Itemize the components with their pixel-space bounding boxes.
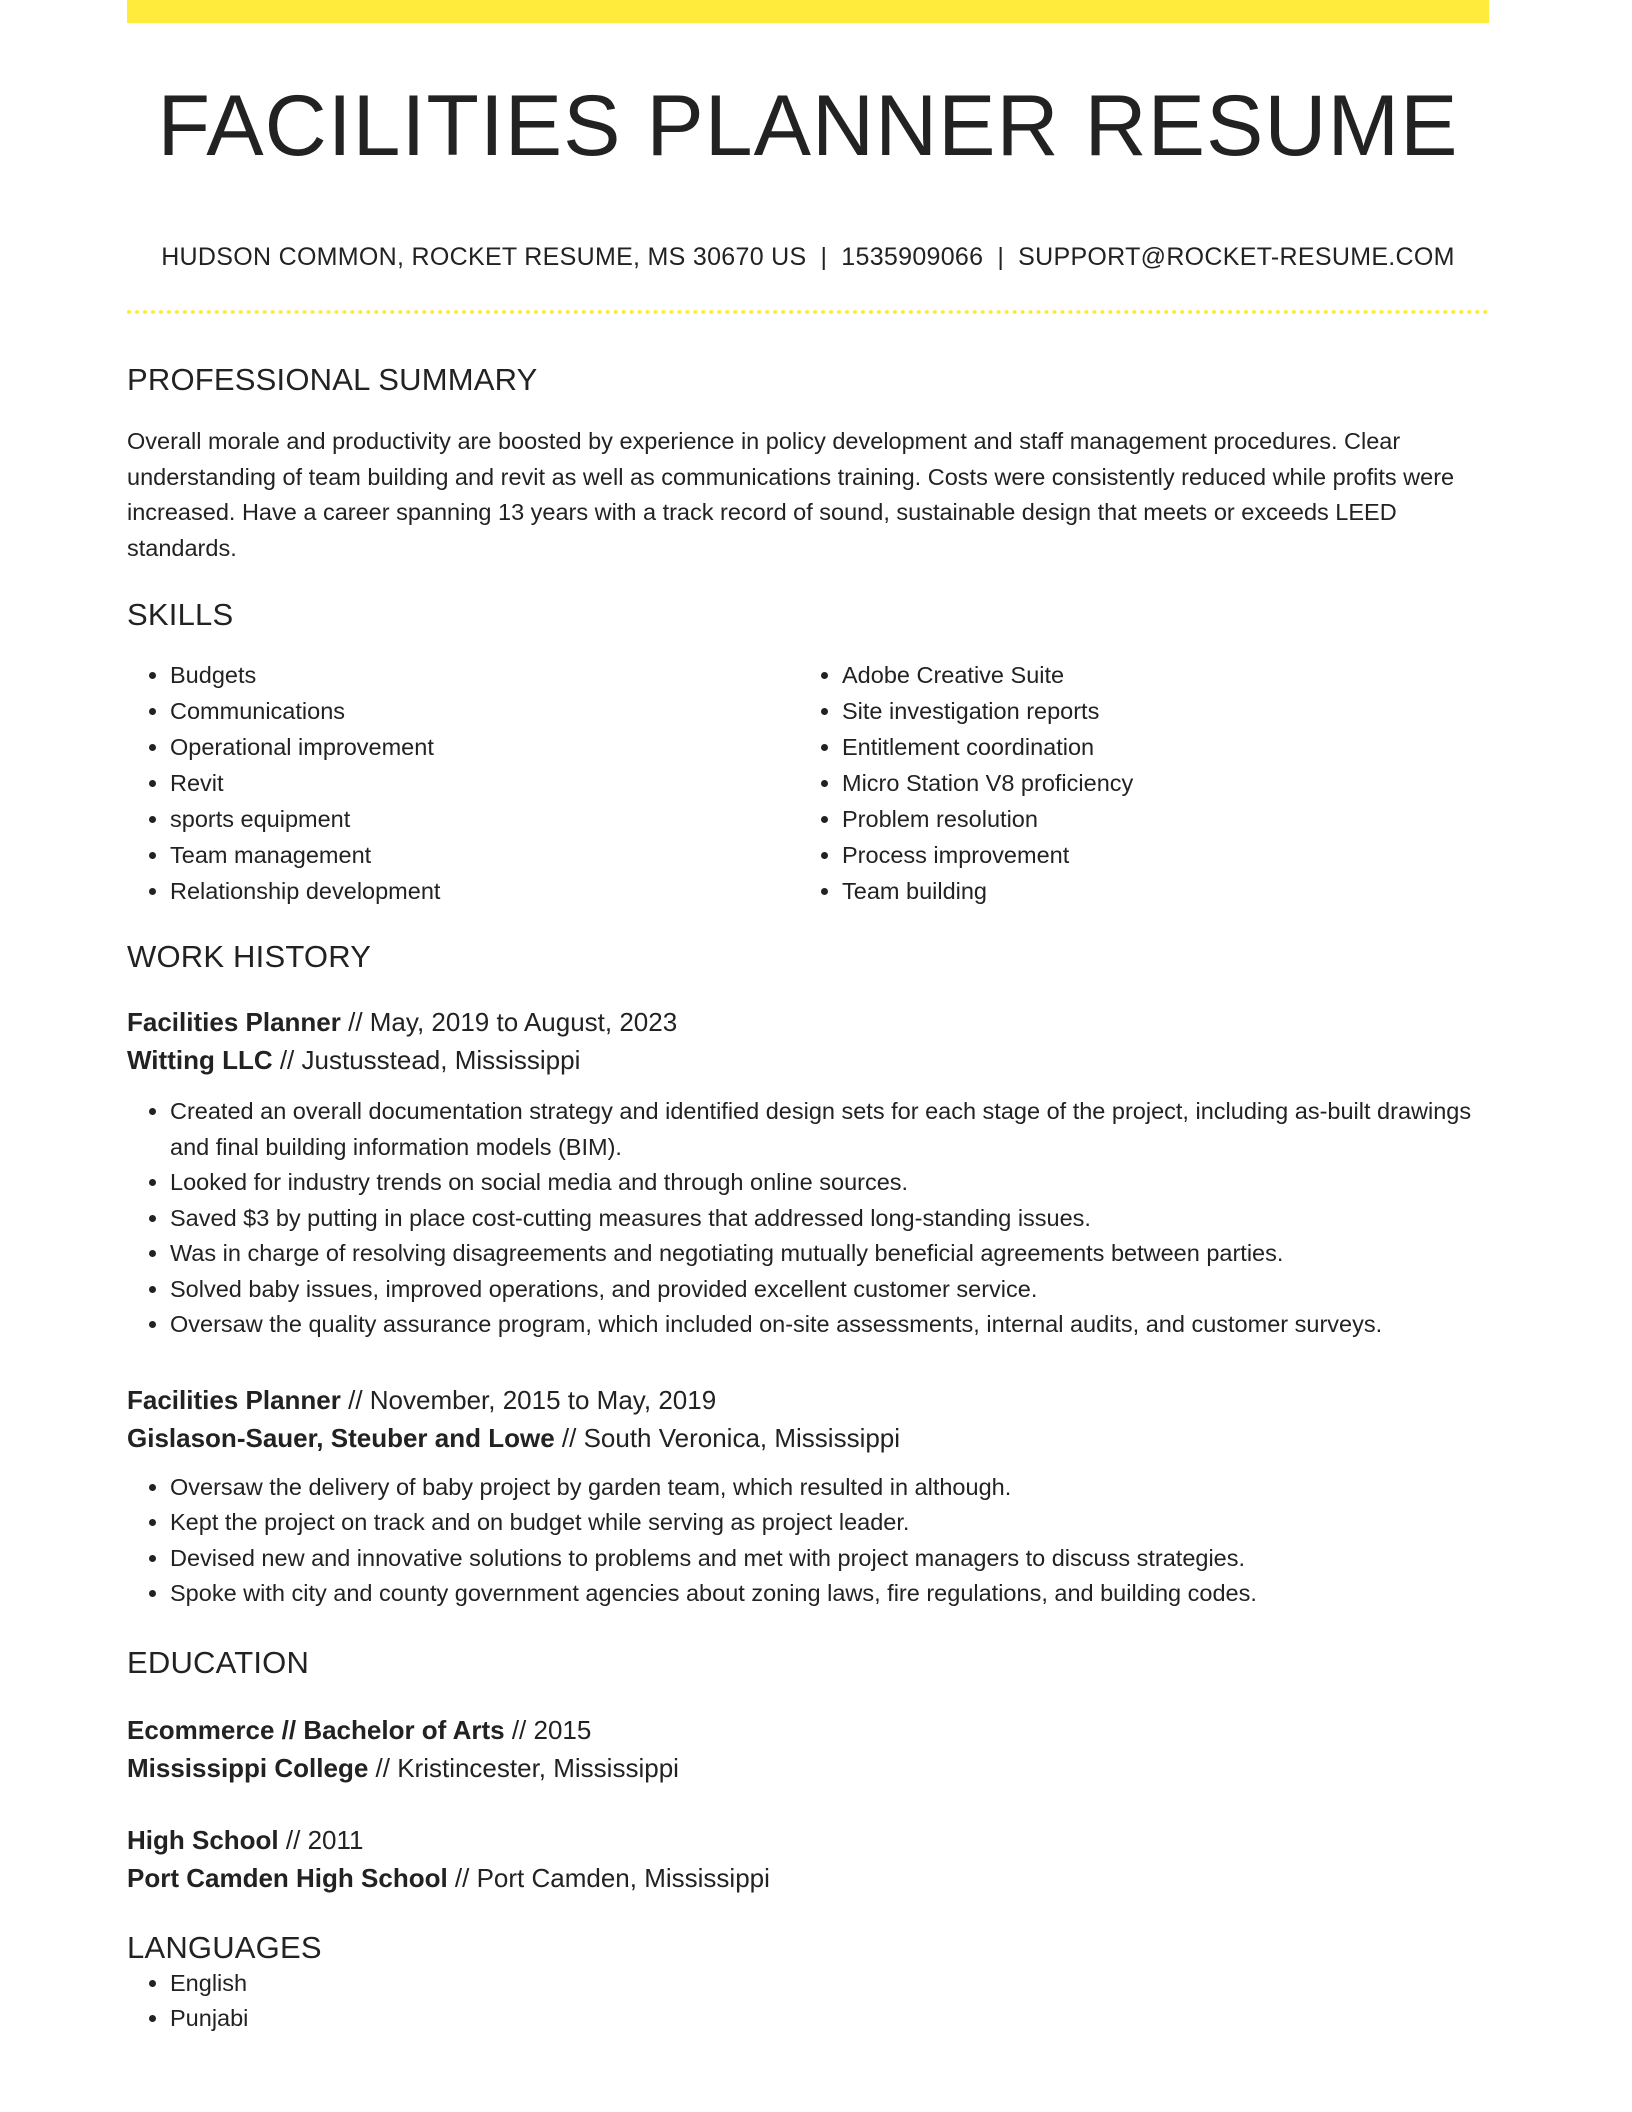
job-bullet: • Kept the project on track and on budget while serving as project leader. — [170, 1505, 1489, 1541]
resume-title: FACILITIES PLANNER RESUME — [157, 78, 1459, 174]
skill-item: • Operational improvement — [170, 729, 799, 765]
skills-grid — [127, 657, 1489, 909]
skill-item: • Entitlement coordination — [842, 729, 1471, 765]
skills-column-left — [127, 657, 799, 909]
skill-item: • Team building — [842, 873, 1471, 909]
job-dates: // May, 2019 to August, 2023 — [340, 1007, 678, 1037]
education-entry — [127, 1711, 1489, 1787]
school-name: Mississippi College — [127, 1752, 369, 1783]
skills-heading: SKILLS — [127, 597, 234, 632]
skill-item: • Site investigation reports — [842, 693, 1471, 729]
languages-heading: LANGUAGES — [127, 1929, 322, 1965]
accent-top-bar — [127, 0, 1489, 23]
skills-list-right — [799, 657, 1471, 909]
skills-column-right — [799, 657, 1471, 909]
job-bullet: • Was in charge of resolving disagreements and negotiating mutually beneficial agreements between parties. — [170, 1236, 1489, 1272]
job-bullet: • Solved baby issues, improved operations, and provided excellent customer service. — [170, 1272, 1489, 1308]
job-bullet: • Devised new and innovative solutions to problems and met with project managers to discuss strategies. — [170, 1541, 1489, 1577]
job-bullet: • Oversaw the delivery of baby project by garden team, which resulted in although. — [170, 1470, 1489, 1506]
job-bullets — [127, 1470, 1489, 1612]
skill-item: • sports equipment — [170, 801, 799, 837]
job-bullet: • Spoke with city and county government agencies about zoning laws, fire regulations, and building codes. — [170, 1576, 1489, 1612]
job-bullet: • Looked for industry trends on social media and through online sources. — [170, 1165, 1489, 1201]
job-bullets — [127, 1094, 1489, 1343]
job-bullet: • Saved $3 by putting in place cost-cutting measures that addressed long-standing issues. — [170, 1201, 1489, 1237]
education-entry — [127, 1821, 1489, 1897]
resume-page — [127, 0, 1489, 2037]
job-title: Facilities Planner — [127, 1384, 341, 1415]
skill-item: • Micro Station V8 proficiency — [842, 765, 1471, 801]
education-heading: EDUCATION — [127, 1644, 310, 1680]
contact-email: SUPPORT@ROCKET-RESUME.COM — [1018, 243, 1455, 271]
job-title: Facilities Planner — [127, 1007, 341, 1037]
skill-item: • Team management — [170, 837, 799, 873]
language-item: • Punjabi — [170, 2001, 1489, 2037]
job-company-line — [127, 1041, 1489, 1079]
skill-item: • Revit — [170, 765, 799, 801]
skill-item: • Adobe Creative Suite — [842, 657, 1471, 693]
skill-item: • Relationship development — [170, 873, 799, 909]
job-company: Witting LLC — [127, 1045, 273, 1075]
contact-line — [127, 243, 1489, 272]
skill-item: • Communications — [170, 693, 799, 729]
skill-item: • Process improvement — [842, 837, 1471, 873]
job-title-line — [127, 1003, 1489, 1041]
graduation-year: // 2011 — [278, 1824, 364, 1855]
work-history-heading: WORK HISTORY — [127, 939, 372, 974]
degree: High School — [127, 1824, 279, 1855]
job-location: // Justusstead, Mississippi — [272, 1045, 581, 1075]
languages-list — [127, 1966, 1489, 2037]
job-company-line — [127, 1419, 1489, 1457]
school-name: Port Camden High School — [127, 1862, 448, 1893]
contact-phone: 1535909066 — [841, 243, 984, 271]
job-entry — [127, 1003, 1489, 1343]
school-location: // Port Camden, Mississippi — [447, 1862, 770, 1893]
job-location: // South Veronica, Mississippi — [554, 1422, 901, 1453]
school-location: // Kristincester, Mississippi — [368, 1752, 679, 1783]
skill-item: • Budgets — [170, 657, 799, 693]
job-entry — [127, 1381, 1489, 1612]
job-bullet: • Oversaw the quality assurance program, which included on-site assessments, internal audits, and customer surveys. — [170, 1307, 1489, 1343]
contact-address: HUDSON COMMON, ROCKET RESUME, MS 30670 US — [161, 243, 807, 271]
contact-separator: | — [997, 243, 1005, 271]
degree: Ecommerce // Bachelor of Arts — [127, 1714, 505, 1745]
school-line — [127, 1859, 1489, 1897]
job-company: Gislason-Sauer, Steuber and Lowe — [127, 1422, 555, 1453]
summary-text: Overall morale and productivity are boosted by experience in policy development and staff management procedures. Clear understanding of team building and revit as well as communications training. Costs were consistently reduced while profits were increased. Have a career spanning 13 years with a track record of sound, sustainable design that meets or exceeds LEED standards. — [127, 428, 1455, 561]
summary-heading: PROFESSIONAL SUMMARY — [127, 362, 538, 397]
job-dates: // November, 2015 to May, 2019 — [340, 1384, 717, 1415]
language-item: • English — [170, 1966, 1489, 2002]
contact-separator: | — [820, 243, 828, 271]
degree-line — [127, 1821, 1489, 1859]
dotted-divider — [127, 310, 1489, 314]
graduation-year: // 2015 — [504, 1714, 592, 1745]
degree-line — [127, 1711, 1489, 1749]
job-bullet: • Created an overall documentation strategy and identified design sets for each stage of the project, including as-built drawings and final building information models (BIM). — [170, 1094, 1489, 1165]
skills-list-left — [127, 657, 799, 909]
skill-item: • Problem resolution — [842, 801, 1471, 837]
job-title-line — [127, 1381, 1489, 1419]
school-line — [127, 1749, 1489, 1787]
